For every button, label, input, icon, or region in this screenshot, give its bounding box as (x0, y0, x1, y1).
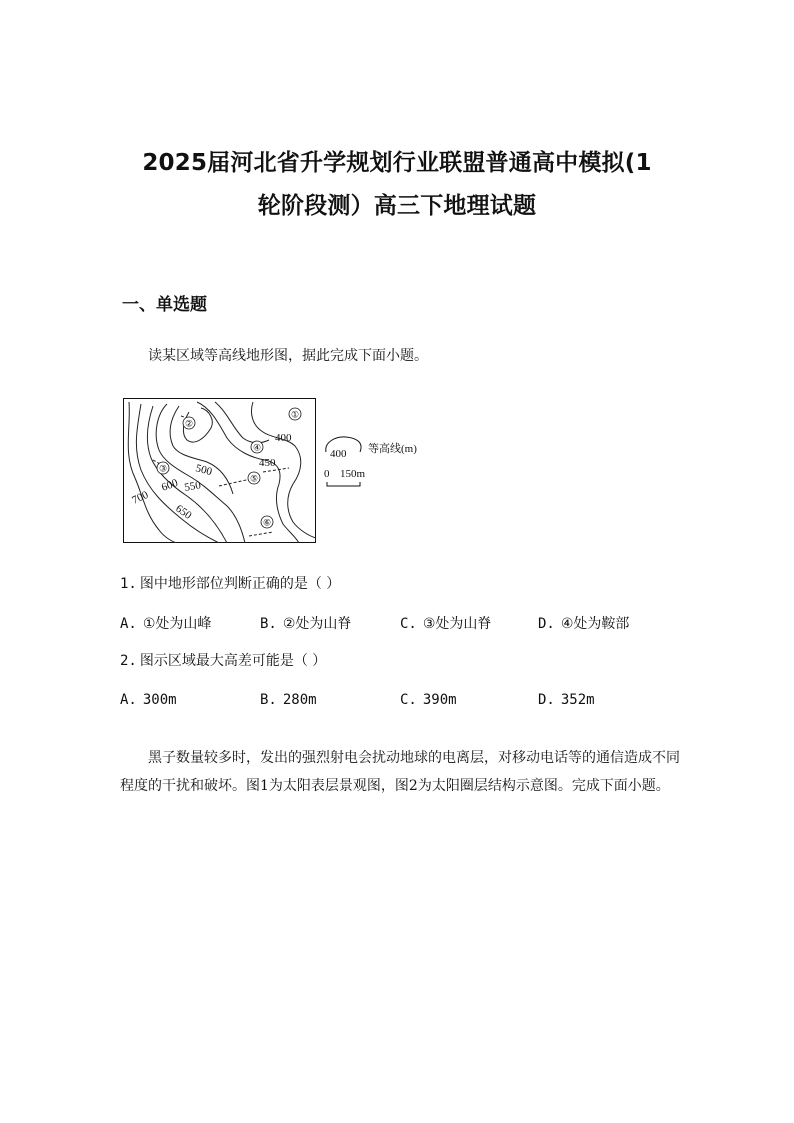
contour-map (123, 398, 316, 543)
contour-line-inner (215, 402, 269, 443)
option-1b[interactable] (260, 612, 351, 636)
point-label-3: ③ (158, 463, 168, 474)
option-letter: C. (400, 692, 417, 708)
section-heading: 一、单选题 (122, 295, 207, 315)
option-2b[interactable] (260, 688, 317, 712)
contour-line-550 (170, 406, 233, 494)
point-label-1: ① (290, 409, 300, 420)
legend-scale-bar (327, 482, 360, 486)
option-2a[interactable] (120, 688, 177, 712)
question-1 (120, 573, 340, 595)
contour-label-500: 500 (194, 462, 214, 479)
title-line-2: 轮阶段测）高三下地理试题 (257, 193, 537, 219)
contour-label-400: 400 (275, 432, 292, 444)
option-2c[interactable] (400, 688, 457, 712)
option-1d[interactable] (538, 612, 629, 636)
question-1-text: 图中地形部位判断正确的是（ ） (139, 576, 341, 592)
point-label-6: ⑥ (262, 517, 272, 528)
option-text: ④处为鞍部 (560, 616, 630, 632)
option-text: 352m (560, 692, 595, 708)
option-text: 280m (282, 692, 317, 708)
contour-line-400 (251, 402, 316, 538)
map-legend (320, 432, 440, 492)
point-label-5: ⑤ (249, 473, 259, 484)
contour-line-outer (128, 402, 177, 543)
point-label-2: ② (184, 418, 194, 429)
option-2d[interactable] (538, 688, 595, 712)
question-1-number: 1. (120, 576, 137, 592)
option-1c[interactable] (400, 612, 491, 636)
question-1-options (120, 612, 720, 636)
option-letter: D. (538, 692, 555, 708)
option-text: ③处为山脊 (422, 616, 492, 632)
contour-label-700: 700 (130, 488, 151, 507)
point-label-4: ④ (252, 442, 262, 453)
question-2-text: 图示区域最大高差可能是（ ） (139, 653, 327, 669)
profile-line-6 (249, 532, 273, 536)
option-letter: D. (538, 616, 555, 632)
legend-scale-length: 150m (340, 468, 366, 480)
question-2-options (120, 688, 720, 712)
page-title (95, 142, 699, 228)
option-text: ②处为山脊 (282, 616, 352, 632)
option-letter: B. (260, 692, 277, 708)
legend-scale-zero: 0 (324, 468, 330, 480)
contour-label-650: 650 (173, 502, 194, 522)
legend-contour-label: 等高线(m) (368, 443, 417, 455)
option-letter: A. (120, 616, 137, 632)
contour-label-600: 600 (159, 476, 180, 494)
option-text: 300m (142, 692, 177, 708)
option-letter: B. (260, 616, 277, 632)
question-intro: 读某区域等高线地形图，据此完成下面小题。 (148, 348, 428, 364)
contour-label-550: 550 (183, 479, 202, 494)
contour-label-450: 450 (259, 457, 276, 469)
title-line-1: 2025届河北省升学规划行业联盟普通高中模拟(1 (142, 150, 652, 176)
question-2 (120, 650, 326, 672)
reading-passage: 黑子数量较多时，发出的强烈射电会扰动地球的电离层，对移动电话等的通信造成不同程度的干扰和破坏。图1为太阳表层景观图，图2为太阳圈层结构示意图。完成下面小题。 (120, 750, 680, 794)
legend-sample-value: 400 (330, 448, 347, 460)
question-2-number: 2. (120, 653, 137, 669)
option-text: ①处为山峰 (142, 616, 212, 632)
option-1a[interactable] (120, 612, 211, 636)
option-letter: C. (400, 616, 417, 632)
option-letter: A. (120, 692, 137, 708)
option-text: 390m (422, 692, 457, 708)
